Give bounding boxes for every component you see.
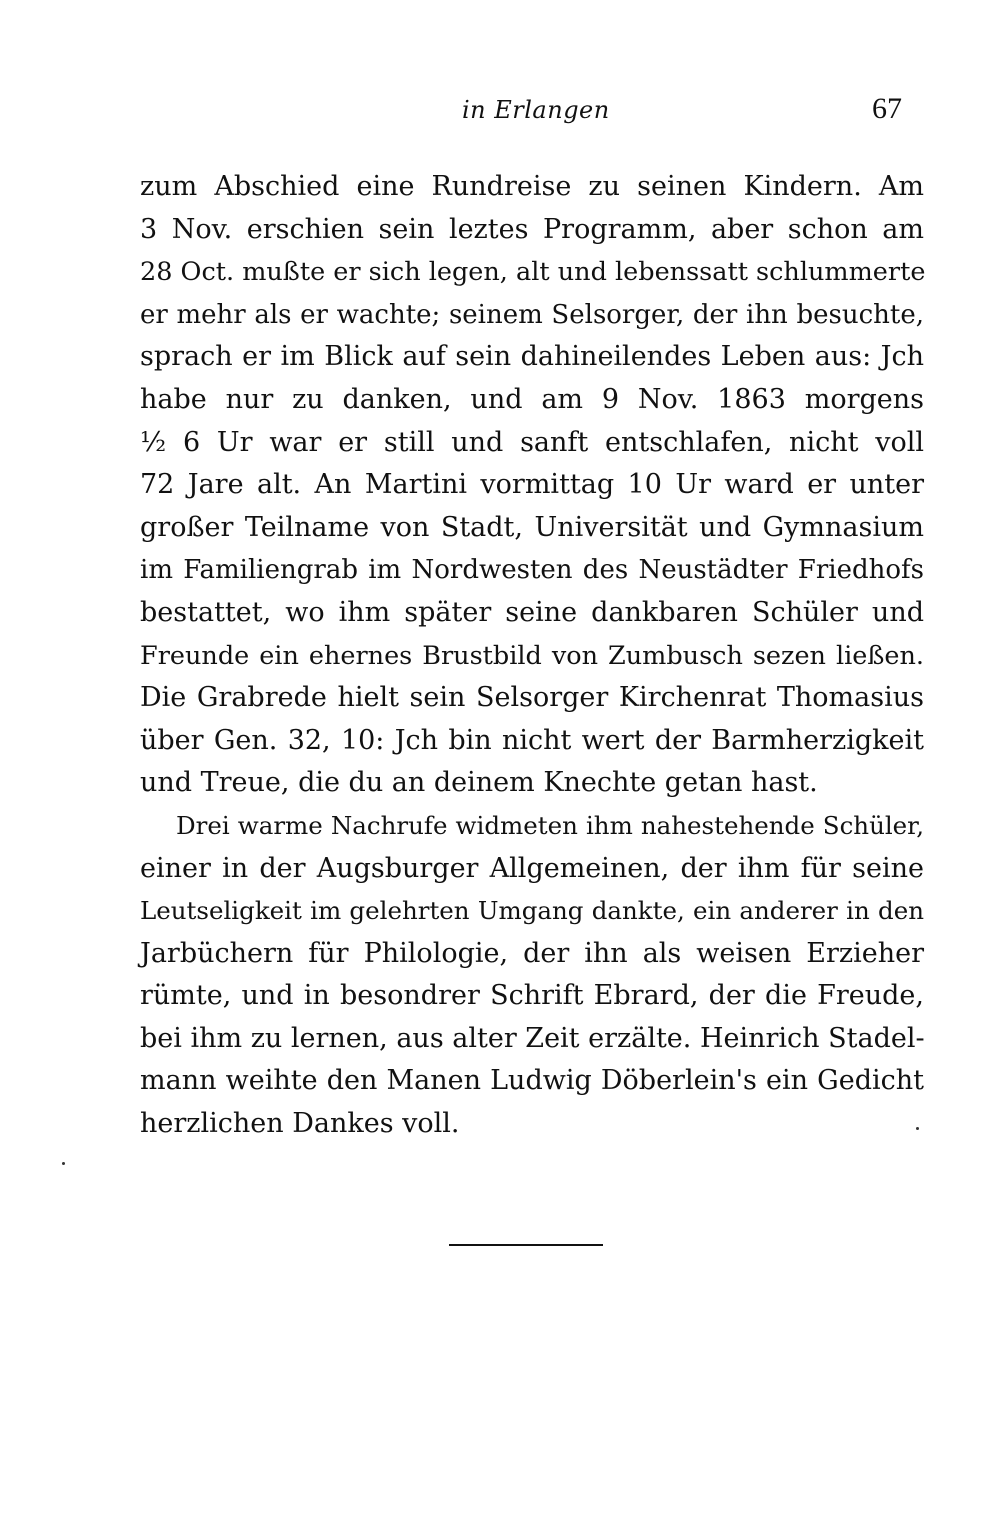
paragraph-2 <box>140 805 924 1146</box>
text-line: 3 Nov. erschien sein leztes Programm, aber schon am <box>140 213 924 245</box>
text-line: und Treue, die du an deinem Knechte getan hast. <box>140 767 818 799</box>
text-line: einer in der Augsburger Allgemeinen, der ihm für seine <box>140 852 924 884</box>
text-line: bestattet, wo ihm später seine dankbaren Schüler und <box>140 596 924 628</box>
text-line: zum Abschied eine Rundreise zu seinen Kindern. Am <box>140 171 924 202</box>
print-speck <box>62 1162 65 1165</box>
text-line: er mehr als er wachte; seinem Selsorger, der ihn besuchte, <box>140 299 924 330</box>
text-line: Jarbüchern für Philologie, der ihn als weisen Erzieher <box>140 937 924 969</box>
running-head <box>0 92 1000 132</box>
text-line: mann weihte den Manen Ludwig Döberlein's ein Gedicht <box>140 1065 924 1097</box>
text-line: ½ 6 Ur war er still und sanft entschlafen, nicht voll <box>140 426 924 458</box>
paragraph-1 <box>140 166 924 805</box>
running-title: in Erlangen <box>462 96 610 124</box>
section-end-rule <box>449 1244 603 1246</box>
text-line: Freunde ein ehernes Brustbild von Zumbusch sezen ließen. <box>140 640 924 671</box>
text-line: im Familiengrab im Nordwesten des Neustädter Friedhofs <box>140 555 924 586</box>
text-line: über Gen. 32, 10: Jch bin nicht wert der Barmherzigkeit <box>140 724 924 756</box>
text-line: sprach er im Blick auf sein dahineilendes Leben aus: Jch <box>140 341 924 373</box>
text-line: 72 Jare alt. An Martini vormittag 10 Ur ward er unter <box>140 469 924 501</box>
page-number: 67 <box>872 92 902 125</box>
text-line: 28 Oct. mußte er sich legen, alt und lebenssatt schlummerte <box>140 257 926 288</box>
print-speck <box>916 1127 919 1130</box>
text-line: Die Grabrede hielt sein Selsorger Kirchenrat Thomasius <box>140 682 924 714</box>
text-line: bei ihm zu lernen, aus alter Zeit erzälte. Heinrich Stadel- <box>140 1022 925 1054</box>
text-line: großer Teilname von Stadt, Universität und Gymnasium <box>140 511 924 543</box>
body-text <box>140 166 924 1146</box>
text-line: habe nur zu danken, und am 9 Nov. 1863 morgens <box>140 383 924 415</box>
text-line: herzlichen Dankes voll. <box>140 1108 460 1140</box>
text-line: Drei warme Nachrufe widmeten ihm nahestehende Schüler, <box>176 810 924 840</box>
text-line: Leutseligkeit im gelehrten Umgang dankte, ein anderer in den <box>140 896 924 926</box>
text-line: rümte, und in besondrer Schrift Ebrard, der die Freude, <box>140 980 924 1012</box>
